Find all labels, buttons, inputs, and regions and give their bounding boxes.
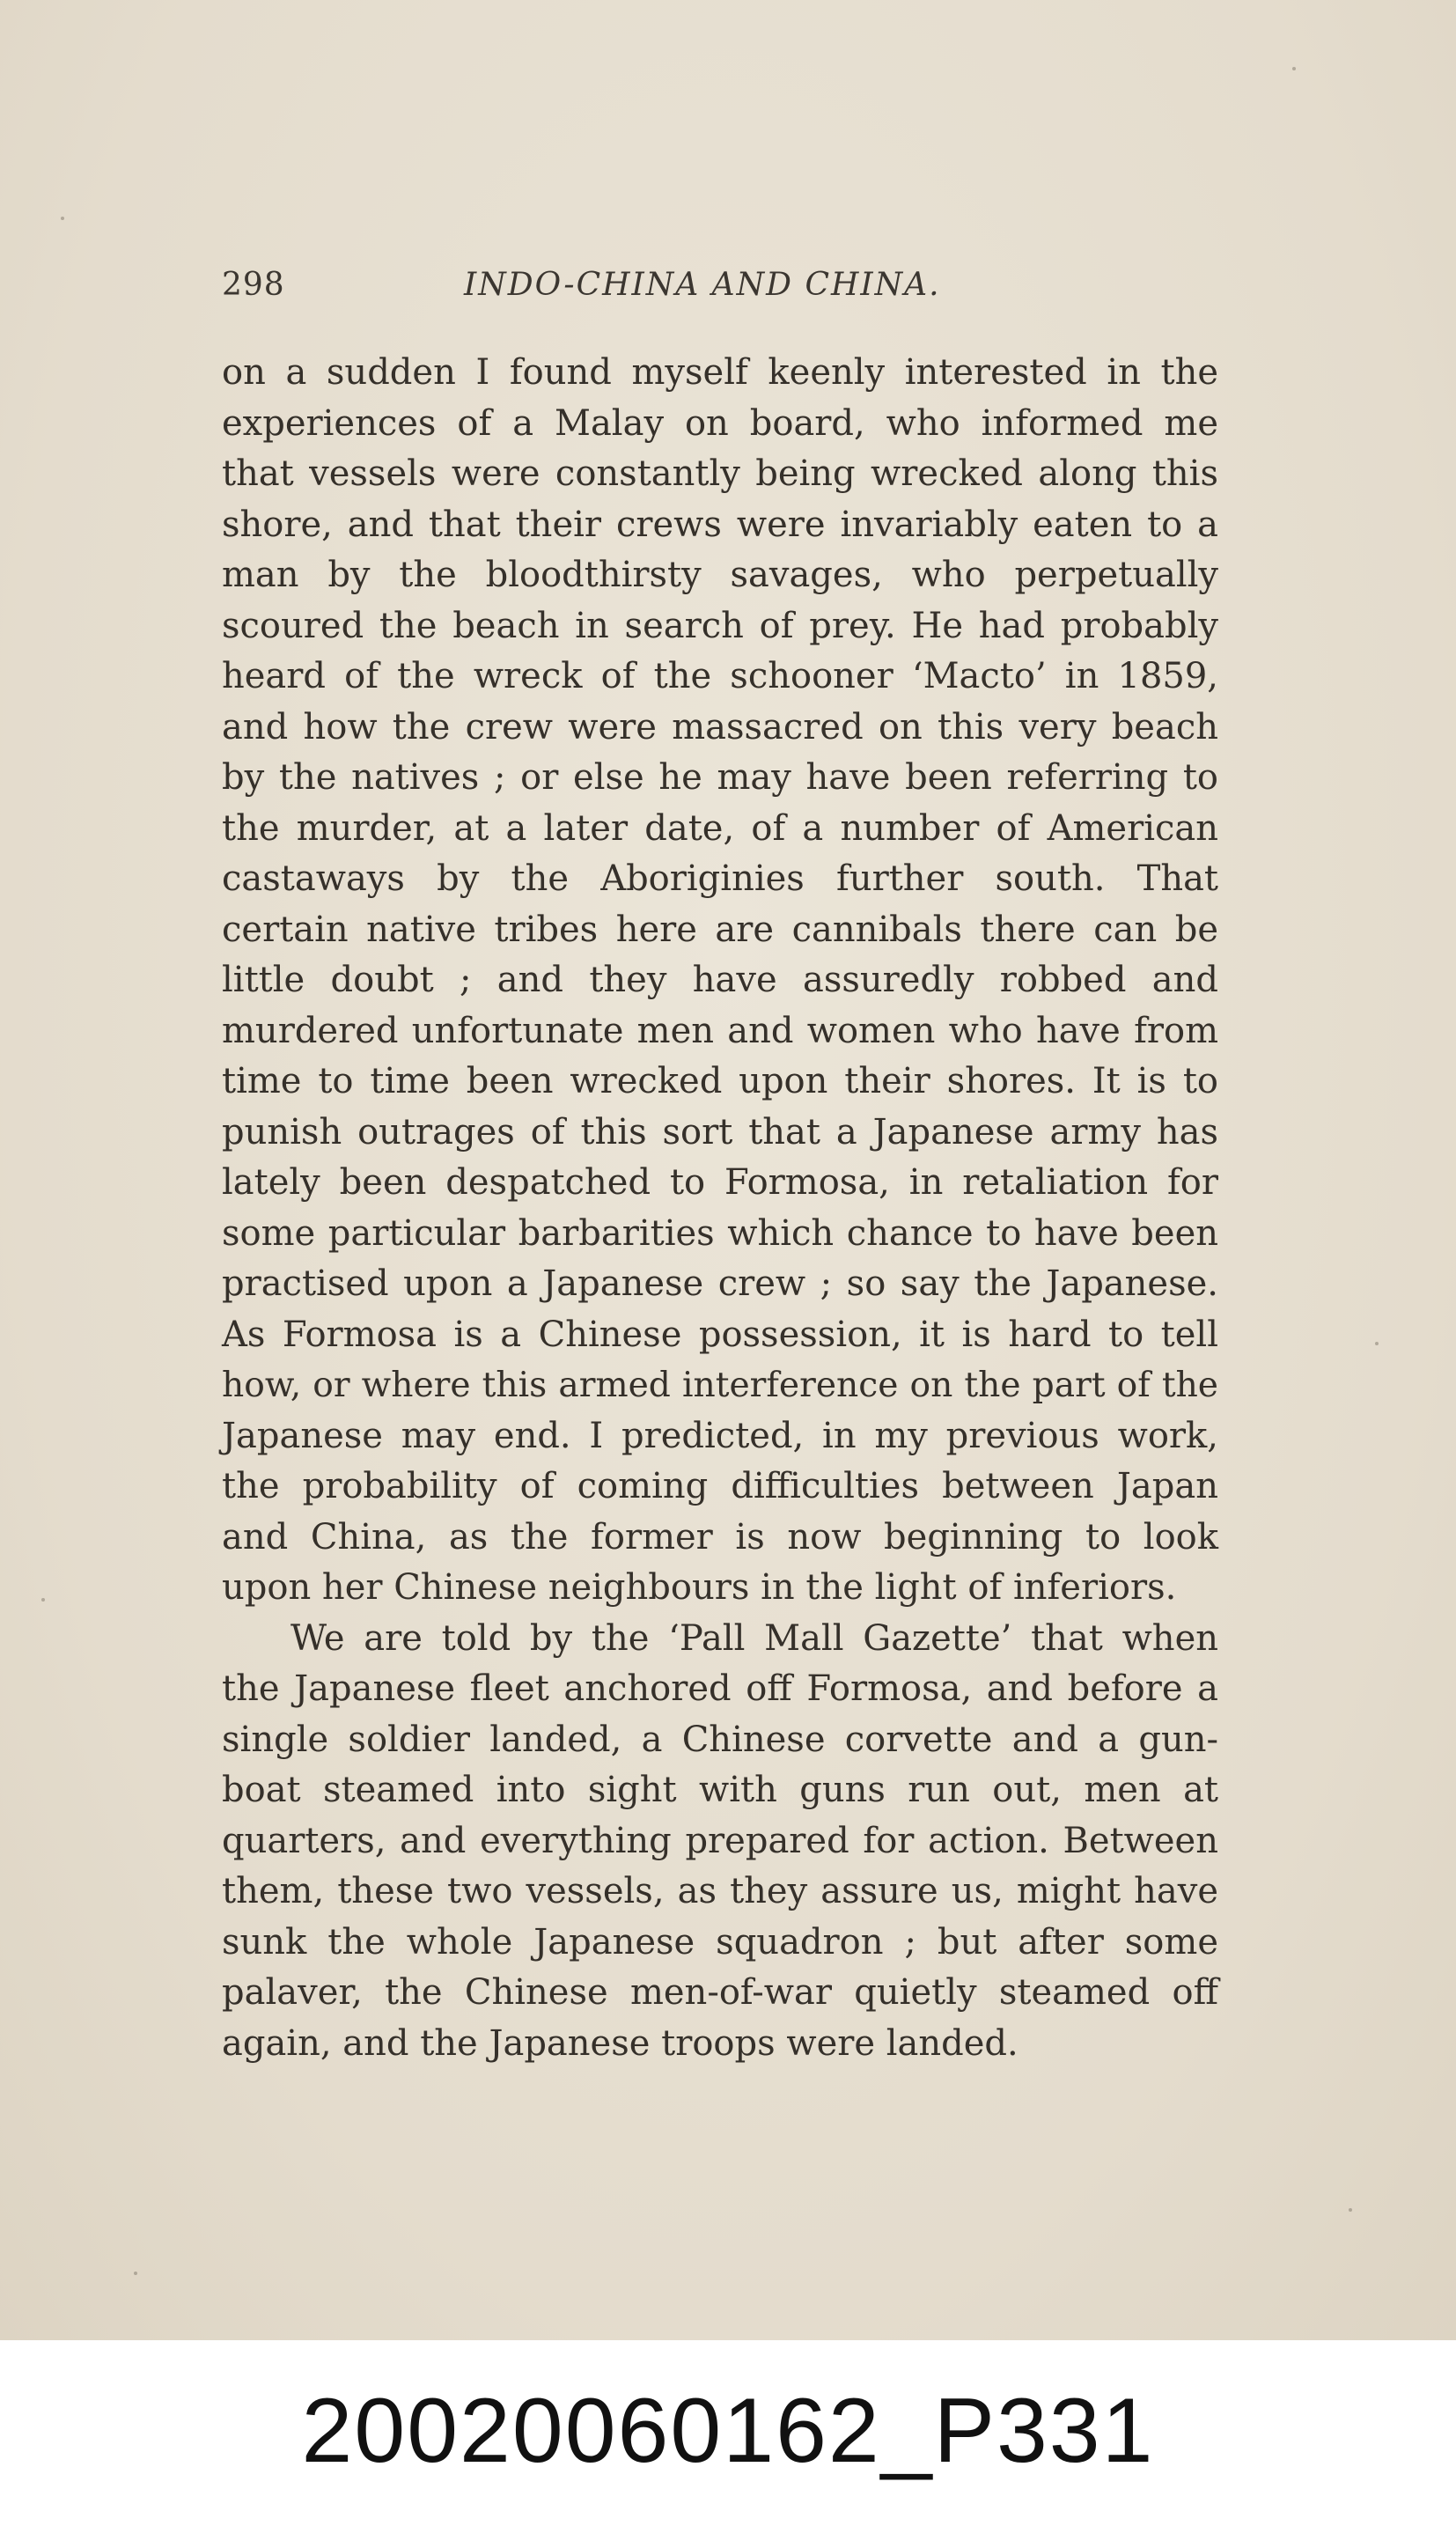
paper-speck [1349,2208,1352,2212]
text-line: man by the bloodthirsty savages, who perpetually [222,555,1218,595]
text-line: some particular barbarities which chance to have been [222,1212,1218,1254]
text-line: single soldier landed, a Chinese corvette and a gun- [222,1719,1218,1760]
text-line: We are told by the ‘Pall Mall Gazette’ that when [290,1617,1218,1659]
text-line: and China, as the former is now beginning to look [222,1516,1218,1558]
running-head [222,267,1218,311]
paper-speck [41,1598,45,1602]
text-line: boat steamed into sight with guns run out, men at [222,1770,1218,1810]
text-line: them, these two vessels, as they assure us, might have [222,1871,1218,1911]
paper-speck [61,217,64,220]
text-line: certain native tribes here are cannibals there can be [222,909,1218,950]
paper-speck [134,2272,137,2275]
paper-speck [1375,1342,1379,1345]
text-line: Japanese may end. I predicted, in my previous work, [222,1415,1218,1456]
text-line: castaways by the Aboriginies further south. That [222,858,1218,899]
text-line: lately been despatched to Formosa, in retaliation for [222,1162,1218,1203]
text-line: again, and the Japanese troops were landed. [222,2022,1018,2064]
text-line: little doubt ; and they have assuredly robbed and [222,960,1218,1000]
text-line: murdered unfortunate men and women who have from [222,1010,1218,1051]
text-line: As Formosa is a Chinese possession, it is hard to tell [222,1314,1218,1355]
text-line: scoured the beach in search of prey. He had probably [222,605,1218,646]
text-line: experiences of a Malay on board, who informed me [222,402,1218,444]
text-line: and how the crew were massacred on this very beach [222,706,1218,747]
image-identifier: 20020060162_P331 [301,2380,1155,2482]
text-line: upon her Chinese neighbours in the light of inferiors. [222,1567,1177,1608]
text-line: how, or where this armed interference on the part of the [222,1366,1218,1405]
text-line: punish outrages of this sort that a Japanese army has [222,1111,1218,1152]
text-line: by the natives ; or else he may have been referring to [222,757,1218,798]
text-line: sunk the whole Japanese squadron ; but after some [222,1921,1218,1963]
running-title: INDO-CHINA AND CHINA. [464,267,941,303]
text-line: on a sudden I found myself keenly interested in the [222,352,1218,393]
body-text [222,348,1218,2069]
text-line: time to time been wrecked upon their shores. It is to [222,1061,1218,1101]
text-line: the probability of coming difficulties between Japan [222,1466,1218,1506]
text-line: shore, and that their crews were invariably eaten to a [222,504,1218,545]
text-line: that vessels were constantly being wrecked along this [222,453,1218,494]
page-number: 298 [222,267,285,303]
text-line: palaver, the Chinese men-of-war quietly steamed off [222,1972,1218,2013]
text-line: the Japanese fleet anchored off Formosa, and before a [222,1668,1218,1709]
text-line: quarters, and everything prepared for action. Between [222,1820,1218,1861]
text-line: the murder, at a later date, of a number of American [222,807,1218,849]
text-line: practised upon a Japanese crew ; so say the Japanese. [222,1263,1218,1304]
text-line: heard of the wreck of the schooner ‘Macto’ in 1859, [222,656,1218,696]
paper-speck [1292,67,1296,70]
